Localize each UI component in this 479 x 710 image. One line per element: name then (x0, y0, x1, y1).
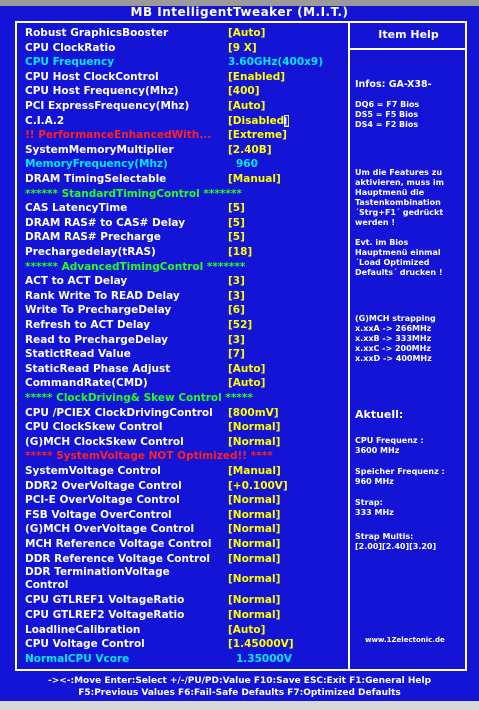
setting-label: Refresh to ACT Delay (25, 319, 151, 331)
setting-value[interactable]: [Auto] (228, 623, 266, 636)
setting-value[interactable]: [52] (228, 319, 253, 331)
setting-label: !! PerformanceEnhancedWith... (25, 129, 212, 142)
help-header-divider (350, 48, 467, 50)
cursor-highlight: ] (284, 114, 290, 127)
setting-label: MemoryFrequency(Mhz) (25, 158, 168, 171)
setting-value[interactable]: [9 X] (228, 41, 257, 54)
setting-label: CPU Host ClockControl (25, 70, 159, 83)
setting-value[interactable]: [Normal] (228, 538, 281, 550)
setting-value[interactable]: [3] (228, 275, 245, 288)
footer-line-2: F5:Previous Values F6:Fail-Safe Defaults F7:Optimized Defaults (78, 688, 401, 698)
setting-label: CPU GTLREF2 VoltageRatio (25, 609, 185, 621)
setting-value[interactable]: [6] (228, 304, 245, 317)
setting-value[interactable]: [Extreme] (228, 129, 287, 142)
setting-label: CAS LatencyTime (25, 202, 128, 215)
setting-label: NormalCPU Vcore (25, 652, 130, 665)
setting-label: DRAM RAS# to CAS# Delay (25, 216, 186, 229)
setting-label: Prechargedelay(tRAS) (25, 246, 156, 258)
setting-label: (G)MCH OverVoltage Control (25, 523, 195, 536)
section-header: ***** ClockDriving& Skew Control ***** (25, 392, 253, 404)
setting-label: ACT to ACT Delay (25, 275, 128, 288)
setting-value[interactable]: [Normal] (228, 573, 281, 586)
setting-label: PCI-E OverVoltage Control (25, 494, 180, 507)
setting-label: Rank Write To READ Delay (25, 289, 180, 302)
setting-label: StaticRead Phase Adjust (25, 362, 171, 375)
setting-value[interactable]: [Auto] (228, 362, 266, 375)
footer-key-help (0, 675, 479, 699)
setting-value[interactable]: [+0.100V] (228, 479, 288, 492)
setting-value[interactable]: [5] (228, 202, 245, 215)
help-text: Strap: 333 MHz (355, 498, 394, 517)
help-text: Strap Multis: [2.00][2.40][3.20] (355, 532, 437, 551)
setting-label: FSB Voltage OverControl (25, 508, 172, 521)
setting-label: DDR TerminationVoltage Control (25, 566, 170, 592)
setting-value[interactable]: [Normal] (228, 609, 281, 621)
help-text: Speicher Frequenz : 960 MHz (355, 467, 445, 486)
setting-value: 1.35000V (236, 652, 292, 665)
setting-label: CommandRate(CMD) (25, 377, 148, 390)
help-text: Um die Features zu aktivieren, muss im Hauptmenü die Tastenkombination ´Strg+F1´ gedrückt werden ! (355, 168, 444, 227)
setting-value[interactable]: [400] (228, 85, 260, 98)
help-text: Infos: GA-X38- (355, 79, 432, 90)
help-text: www.1Zelectonic.de (365, 636, 445, 644)
setting-label: C.I.A.2 (25, 114, 65, 127)
setting-label: CPU Voltage Control (25, 638, 145, 651)
setting-value[interactable]: [800mV] (228, 406, 279, 419)
setting-label: SystemMemoryMultiplier (25, 143, 174, 156)
setting-value[interactable]: [Normal] (228, 494, 281, 507)
setting-label: MCH Reference Voltage Control (25, 538, 212, 550)
setting-value[interactable]: [5] (228, 231, 245, 244)
setting-value: 3.60GHz(400x9) (228, 56, 324, 69)
help-text: CPU Frequenz : 3600 MHz (355, 436, 424, 455)
setting-label: CPU /PCIEX ClockDrivingControl (25, 406, 213, 419)
panel-divider (348, 21, 350, 671)
setting-value[interactable]: [5] (228, 216, 245, 229)
setting-label: (G)MCH ClockSkew Control (25, 435, 184, 448)
setting-value[interactable]: [Normal] (228, 594, 281, 607)
setting-value[interactable]: [Normal] (228, 508, 281, 521)
setting-value[interactable]: [Auto] (228, 100, 266, 112)
setting-label: StatictRead Value (25, 348, 131, 361)
help-text: Aktuell: (355, 408, 404, 421)
setting-value[interactable]: [Normal] (228, 552, 281, 565)
setting-label: DRAM RAS# Precharge (25, 231, 161, 244)
setting-label: DDR Reference Voltage Control (25, 552, 211, 565)
setting-label: DDR2 OverVoltage Control (25, 479, 182, 492)
setting-label: LoadlineCalibration (25, 623, 141, 636)
setting-label: CPU Host Frequency(Mhz) (25, 85, 179, 98)
setting-value[interactable]: [3] (228, 333, 245, 346)
section-header: ****** AdvancedTimingControl ******* (25, 260, 246, 273)
setting-value[interactable]: [Normal] (228, 435, 281, 448)
setting-label: CPU Frequency (25, 56, 115, 69)
setting-value[interactable]: [Manual] (228, 465, 281, 477)
section-header: ****** StandardTimingControl ******* (25, 187, 242, 200)
help-text: DQ6 = F7 Bios DS5 = F5 Bios DS4 = F2 Bios (355, 100, 420, 129)
setting-label: DRAM TimingSelectable (25, 173, 167, 185)
setting-value[interactable]: [18] (228, 246, 253, 258)
setting-value[interactable]: [Auto] (228, 27, 266, 39)
setting-value[interactable]: [Normal] (228, 421, 281, 434)
setting-value[interactable]: [7] (228, 348, 245, 361)
setting-label: CPU GTLREF1 VoltageRatio (25, 594, 185, 607)
setting-label: Write To PrechargeDelay (25, 304, 172, 317)
setting-value[interactable]: [1.45000V] (228, 638, 294, 651)
setting-value[interactable]: [Disabled] (228, 114, 290, 127)
help-text: (G)MCH strapping x.xxA -> 266MHz x.xxB -> 333MHz x.xxC -> 200MHz x.xxD -> 400MHz (355, 314, 436, 363)
page-title: MB IntelligentTweaker (M.I.T.) (130, 5, 349, 19)
setting-label: Robust GraphicsBooster (25, 27, 169, 39)
setting-value[interactable]: [2.40B] (228, 143, 272, 156)
setting-label: PCI ExpressFrequency(Mhz) (25, 100, 190, 112)
footer-line-1: -><-:Move Enter:Select +/-/PU/PD:Value F10:Save ESC:Exit F1:General Help (47, 676, 432, 686)
setting-label: SystemVoltage Control (25, 465, 161, 477)
setting-value[interactable]: [3] (228, 289, 245, 302)
setting-label: CPU ClockSkew Control (25, 421, 163, 434)
setting-label: Read to PrechargeDelay (25, 333, 168, 346)
setting-value[interactable]: [Auto] (228, 377, 266, 390)
setting-value: 960 (236, 158, 258, 171)
item-help-title: Item Help (378, 28, 439, 41)
setting-value[interactable]: [Enabled] (228, 70, 286, 83)
section-header: ***** SystemVoltage NOT Optimized!! **** (25, 450, 273, 463)
setting-value[interactable]: [Normal] (228, 523, 281, 536)
help-text: Evt. im Bios Hauptmenü einmal ´Load Optimized Defaults´ drucken ! (355, 238, 443, 277)
bottom-strip (0, 701, 479, 710)
setting-value[interactable]: [Manual] (228, 173, 281, 185)
setting-label: CPU ClockRatio (25, 41, 116, 54)
